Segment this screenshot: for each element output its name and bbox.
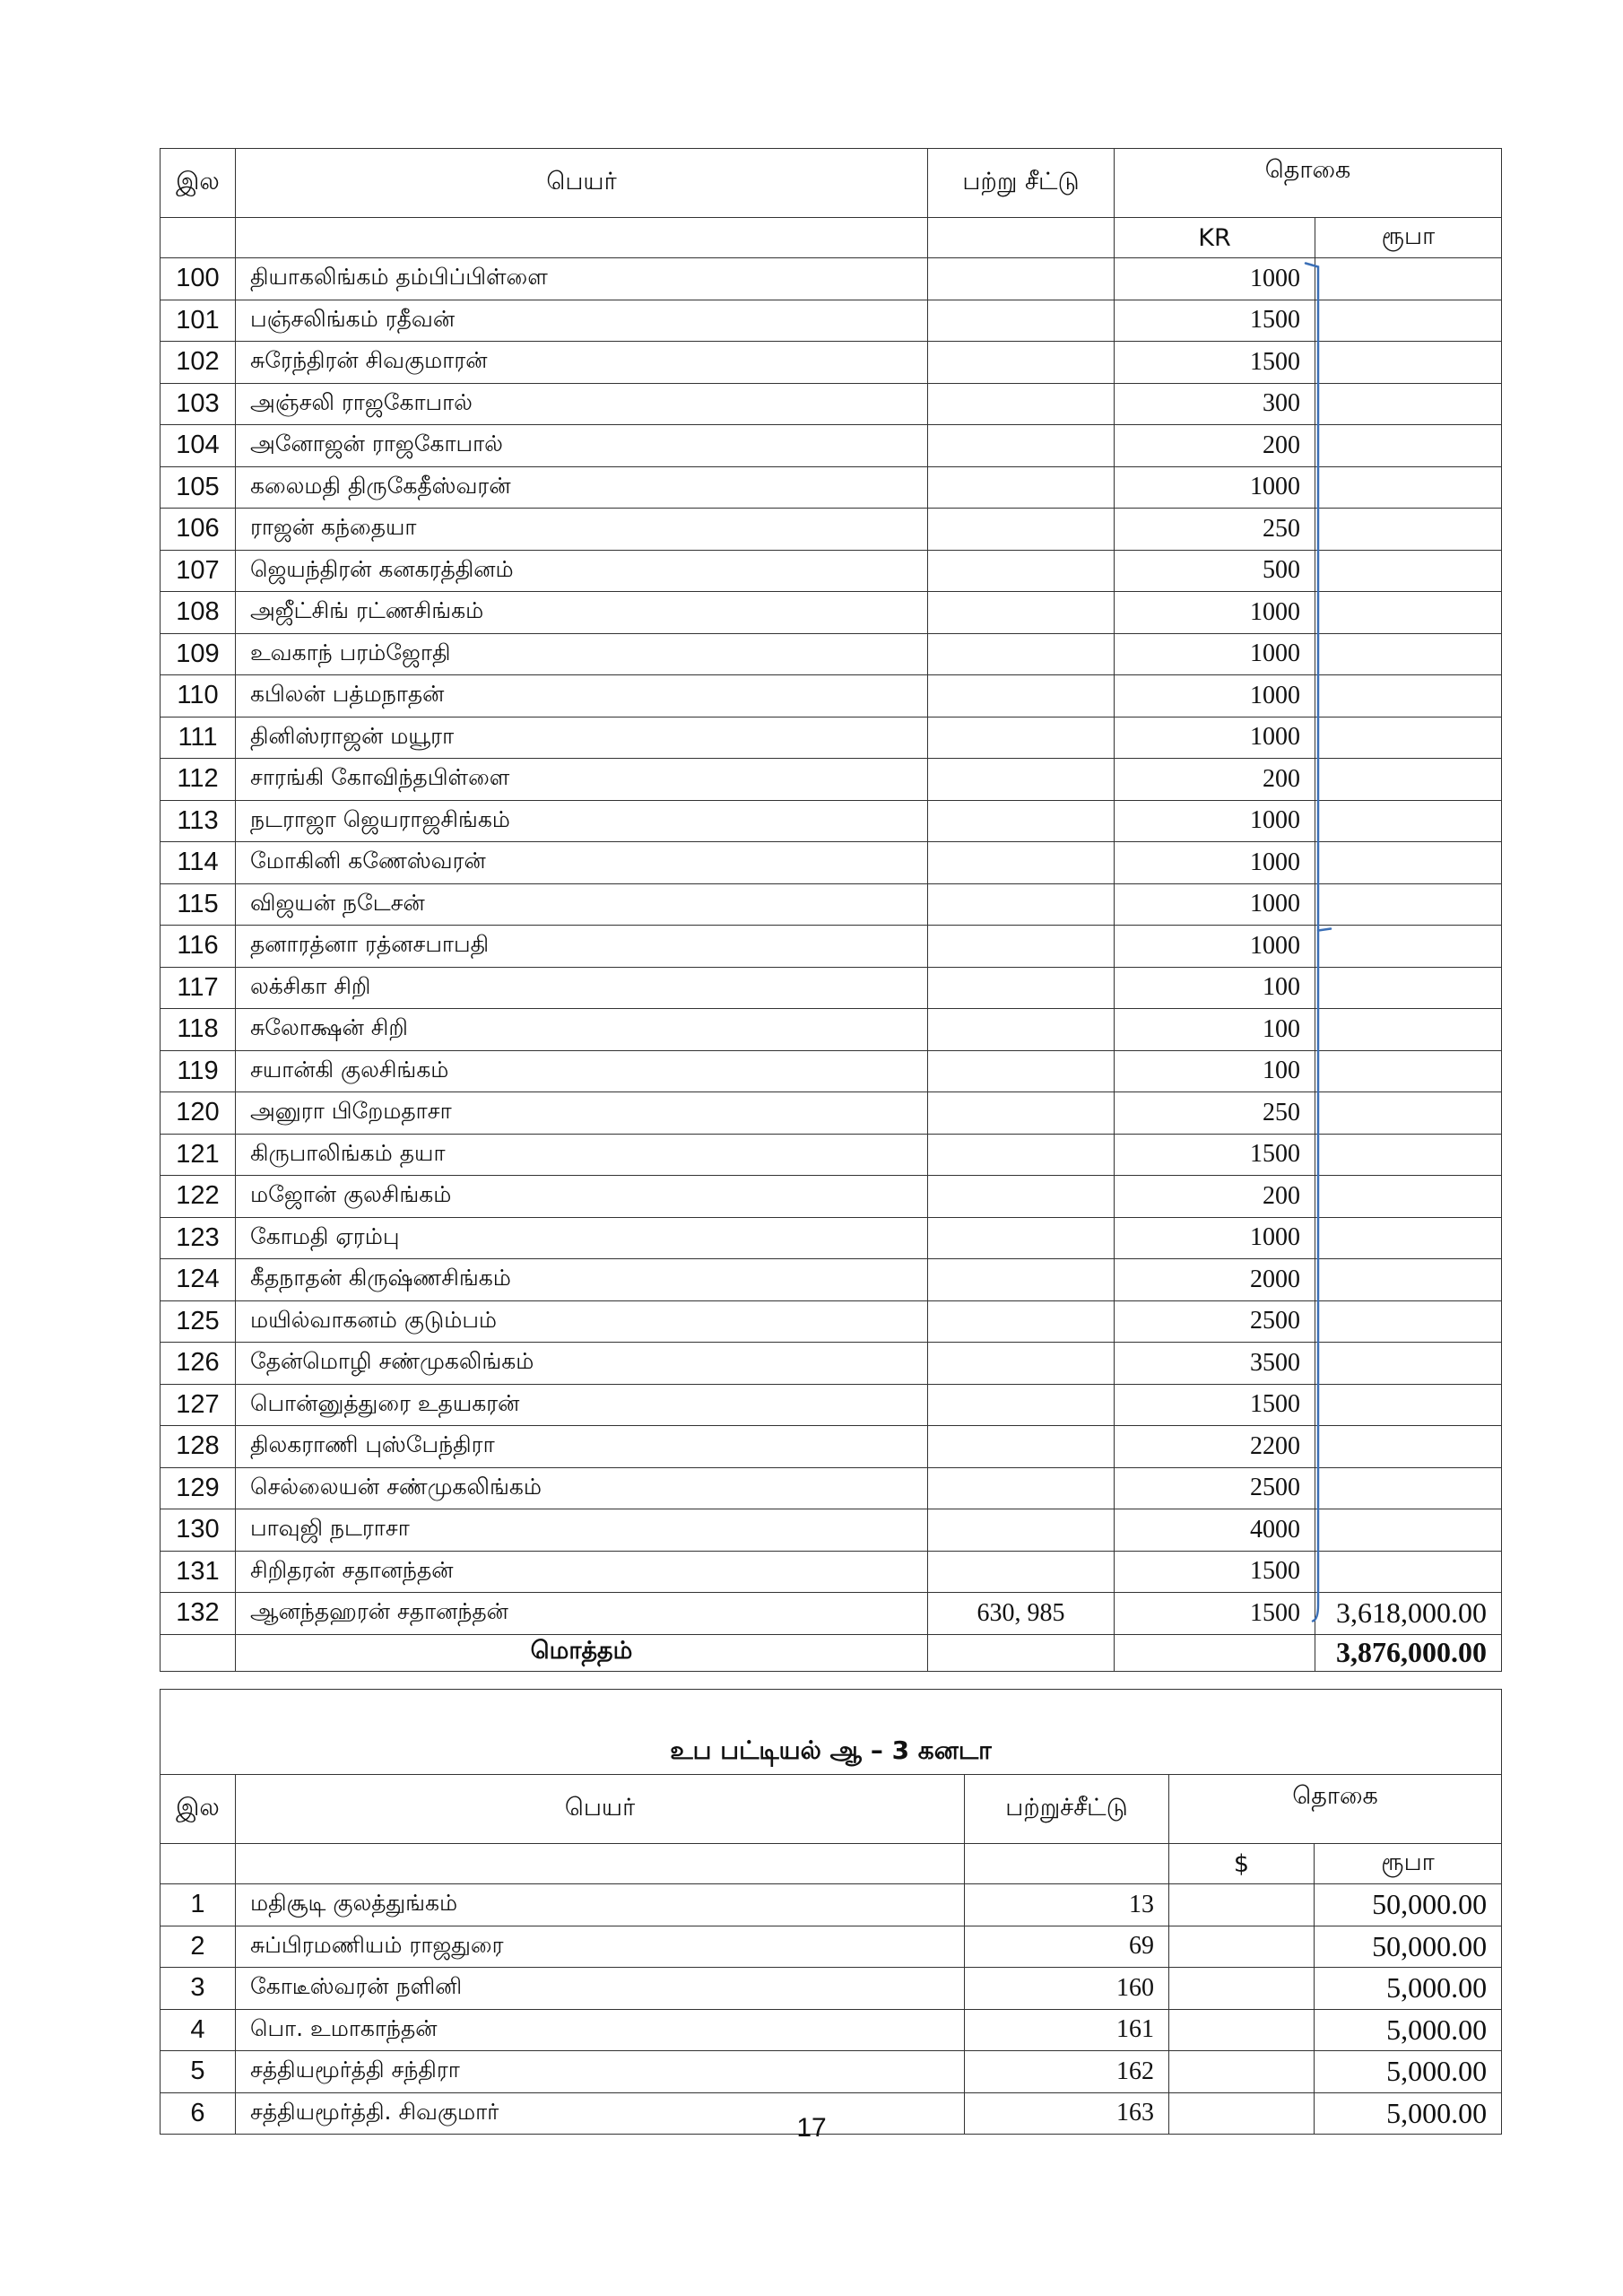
row-name: தனாரத்னா ரத்னசபாபதி xyxy=(236,926,928,968)
row-sno: 5 xyxy=(161,2051,236,2093)
row-name: பொ. உமாகாந்தன் xyxy=(236,2009,965,2051)
row-kr-amount: 2500 xyxy=(1115,1467,1315,1509)
row-name: திலகராணி புஸ்பேந்திரா xyxy=(236,1426,928,1468)
row-name: ராஜன் கந்தையா xyxy=(236,509,928,551)
row-kr-amount: 1000 xyxy=(1115,717,1315,759)
row-kr-amount: 1500 xyxy=(1115,1384,1315,1426)
row-receipt: 161 xyxy=(965,2009,1169,2051)
bracket-tick xyxy=(1318,929,1331,931)
row-sno: 130 xyxy=(161,1509,236,1552)
row-name: அனுரா பிறேமதாசா xyxy=(236,1092,928,1135)
row-kr-amount: 2500 xyxy=(1115,1300,1315,1343)
row-kr-amount: 4000 xyxy=(1115,1509,1315,1552)
row-kr-amount: 1000 xyxy=(1115,258,1315,300)
header-receipt: பற்றுச்சீட்டு xyxy=(965,1775,1169,1844)
row-sno: 113 xyxy=(161,800,236,842)
row-sno: 106 xyxy=(161,509,236,551)
row-sno: 107 xyxy=(161,550,236,592)
row-kr-amount: 1000 xyxy=(1115,800,1315,842)
row-name: மஜோன் குலசிங்கம் xyxy=(236,1176,928,1218)
row-sno: 128 xyxy=(161,1426,236,1468)
row-sno: 103 xyxy=(161,383,236,425)
row-sno: 3 xyxy=(161,1968,236,2010)
row-sno: 100 xyxy=(161,258,236,300)
row-kr-amount: 100 xyxy=(1115,967,1315,1009)
row-sno: 126 xyxy=(161,1343,236,1385)
section-title: உப பட்டியல் ஆ – 3 கனடா xyxy=(161,1690,1502,1775)
row-kr-amount: 1000 xyxy=(1115,633,1315,675)
row-name: சுரேந்திரன் சிவகுமாரன் xyxy=(236,342,928,384)
row-receipt: 162 xyxy=(965,2051,1169,2093)
row-kr-amount: 1500 xyxy=(1115,1593,1315,1635)
row-sno: 120 xyxy=(161,1092,236,1135)
row-rupee-amount: 5,000.00 xyxy=(1315,2051,1502,2093)
row-kr-amount: 1000 xyxy=(1115,592,1315,634)
row-name: கோமதி ஏரம்பு xyxy=(236,1217,928,1259)
row-sno: 109 xyxy=(161,633,236,675)
row-sno: 4 xyxy=(161,2009,236,2051)
row-sno: 101 xyxy=(161,300,236,342)
row-rupee-amount: 50,000.00 xyxy=(1315,1884,1502,1926)
row-sno: 117 xyxy=(161,967,236,1009)
row-rupee-amount: 5,000.00 xyxy=(1315,1968,1502,2010)
row-sno: 108 xyxy=(161,592,236,634)
row-kr-amount: 1000 xyxy=(1115,1217,1315,1259)
row-receipt: 630, 985 xyxy=(928,1593,1115,1635)
header-amount: தொகை xyxy=(1115,149,1502,218)
row-name: கலைமதி திருகேதீஸ்வரன் xyxy=(236,466,928,509)
row-name: சாரங்கி கோவிந்தபிள்ளை xyxy=(236,759,928,801)
row-kr-amount: 300 xyxy=(1115,383,1315,425)
row-kr-amount: 200 xyxy=(1115,425,1315,467)
row-sno: 111 xyxy=(161,717,236,759)
header-sno: இல xyxy=(161,149,236,218)
row-name: பொன்னுத்துரை உதயகரன் xyxy=(236,1384,928,1426)
row-sno: 119 xyxy=(161,1050,236,1092)
row-name: மயில்வாகனம் குடும்பம் xyxy=(236,1300,928,1343)
row-name: தேன்மொழி சண்முகலிங்கம் xyxy=(236,1343,928,1385)
header-name: பெயர் xyxy=(236,149,928,218)
row-kr-amount: 1500 xyxy=(1115,1134,1315,1176)
row-rupee-amount: 50,000.00 xyxy=(1315,1926,1502,1968)
row-name: சத்தியமூர்த்தி. சிவகுமார் xyxy=(236,2092,965,2135)
row-name: அனோஜன் ராஜகோபால் xyxy=(236,425,928,467)
row-kr-amount: 1500 xyxy=(1115,300,1315,342)
header-receipt: பற்று சீட்டு xyxy=(928,149,1115,218)
row-name: சயான்கி குலசிங்கம் xyxy=(236,1050,928,1092)
row-name: கீதநாதன் கிருஷ்ணசிங்கம் xyxy=(236,1259,928,1301)
row-sno: 114 xyxy=(161,842,236,884)
row-name: அஞ்சலி ராஜகோபால் xyxy=(236,383,928,425)
row-receipt: 69 xyxy=(965,1926,1169,1968)
row-kr-amount: 1500 xyxy=(1115,1551,1315,1593)
row-sno: 122 xyxy=(161,1176,236,1218)
row-name: சிறிதரன் சதானந்தன் xyxy=(236,1551,928,1593)
row-sno: 6 xyxy=(161,2092,236,2135)
row-kr-amount: 200 xyxy=(1115,1176,1315,1218)
row-receipt: 160 xyxy=(965,1968,1169,2010)
row-name: செல்லையன் சண்முகலிங்கம் xyxy=(236,1467,928,1509)
row-kr-amount: 2000 xyxy=(1115,1259,1315,1301)
row-sno: 2 xyxy=(161,1926,236,1968)
row-sno: 102 xyxy=(161,342,236,384)
row-rupee-amount: 3,618,000.00 xyxy=(1315,1593,1502,1635)
row-sno: 112 xyxy=(161,759,236,801)
row-kr-amount: 1000 xyxy=(1115,675,1315,718)
subheader-rupee: ரூபா xyxy=(1315,1844,1502,1884)
total-value: 3,876,000.00 xyxy=(1315,1634,1502,1671)
subheader-kr: KR xyxy=(1115,218,1315,258)
row-rupee-amount: 5,000.00 xyxy=(1315,2092,1502,2135)
row-kr-amount: 1000 xyxy=(1115,466,1315,509)
total-label: மொத்தம் xyxy=(236,1634,928,1671)
row-sno: 131 xyxy=(161,1551,236,1593)
row-name: லக்சிகா சிறி xyxy=(236,967,928,1009)
subheader-dollar: $ xyxy=(1169,1844,1315,1884)
row-name: மோகினி கணேஸ்வரன் xyxy=(236,842,928,884)
row-kr-amount: 1500 xyxy=(1115,342,1315,384)
row-sno: 121 xyxy=(161,1134,236,1176)
row-name: சுப்பிரமணியம் ராஜதுரை xyxy=(236,1926,965,1968)
row-name: விஜயன் நடேசன் xyxy=(236,883,928,926)
row-sno: 132 xyxy=(161,1593,236,1635)
row-receipt: 163 xyxy=(965,2092,1169,2135)
row-rupee-amount: 5,000.00 xyxy=(1315,2009,1502,2051)
row-name: நடராஜா ஜெயராஜசிங்கம் xyxy=(236,800,928,842)
row-name: பாவுஜி நடராசா xyxy=(236,1509,928,1552)
row-kr-amount: 250 xyxy=(1115,1092,1315,1135)
row-name: பஞ்சலிங்கம் ரதீவன் xyxy=(236,300,928,342)
row-sno: 123 xyxy=(161,1217,236,1259)
header-sno: இல xyxy=(161,1775,236,1844)
row-sno: 104 xyxy=(161,425,236,467)
row-kr-amount: 500 xyxy=(1115,550,1315,592)
row-sno: 129 xyxy=(161,1467,236,1509)
row-kr-amount: 250 xyxy=(1115,509,1315,551)
row-kr-amount: 100 xyxy=(1115,1009,1315,1051)
row-name: ஜெயந்திரன் கனகரத்தினம் xyxy=(236,550,928,592)
row-sno: 116 xyxy=(161,926,236,968)
row-name: ஆனந்தஹரன் சதானந்தன் xyxy=(236,1593,928,1635)
row-name: கோடீஸ்வரன் நளினி xyxy=(236,1968,965,2010)
row-sno: 124 xyxy=(161,1259,236,1301)
row-sno: 115 xyxy=(161,883,236,926)
row-name: தியாகலிங்கம் தம்பிப்பிள்ளை xyxy=(236,258,928,300)
row-kr-amount: 200 xyxy=(1115,759,1315,801)
bracket-line xyxy=(1306,264,1318,1622)
row-sno: 125 xyxy=(161,1300,236,1343)
row-sno: 127 xyxy=(161,1384,236,1426)
row-sno: 1 xyxy=(161,1884,236,1926)
row-sno: 110 xyxy=(161,675,236,718)
row-name: கபிலன் பத்மநாதன் xyxy=(236,675,928,718)
row-kr-amount: 3500 xyxy=(1115,1343,1315,1385)
page-number: 17 xyxy=(796,2113,827,2143)
row-name: மதிசூடி குலத்துங்கம் xyxy=(236,1884,965,1926)
header-name: பெயர் xyxy=(236,1775,965,1844)
row-sno: 118 xyxy=(161,1009,236,1051)
row-name: சுலோக்ஷன் சிறி xyxy=(236,1009,928,1051)
header-amount: தொகை xyxy=(1169,1775,1502,1844)
row-sno: 105 xyxy=(161,466,236,509)
row-name: தினிஸ்ராஜன் மயூரா xyxy=(236,717,928,759)
row-name: கிருபாலிங்கம் தயா xyxy=(236,1134,928,1176)
row-name: உவகாந் பரம்ஜோதி xyxy=(236,633,928,675)
row-receipt: 13 xyxy=(965,1884,1169,1926)
row-name: சத்தியமூர்த்தி சந்திரா xyxy=(236,2051,965,2093)
row-kr-amount: 1000 xyxy=(1115,926,1315,968)
row-kr-amount: 100 xyxy=(1115,1050,1315,1092)
row-kr-amount: 2200 xyxy=(1115,1426,1315,1468)
row-name: அஜீட்சிங் ரட்ணசிங்கம் xyxy=(236,592,928,634)
subheader-rupee: ரூபா xyxy=(1315,218,1502,258)
row-kr-amount: 1000 xyxy=(1115,883,1315,926)
row-kr-amount: 1000 xyxy=(1115,842,1315,884)
